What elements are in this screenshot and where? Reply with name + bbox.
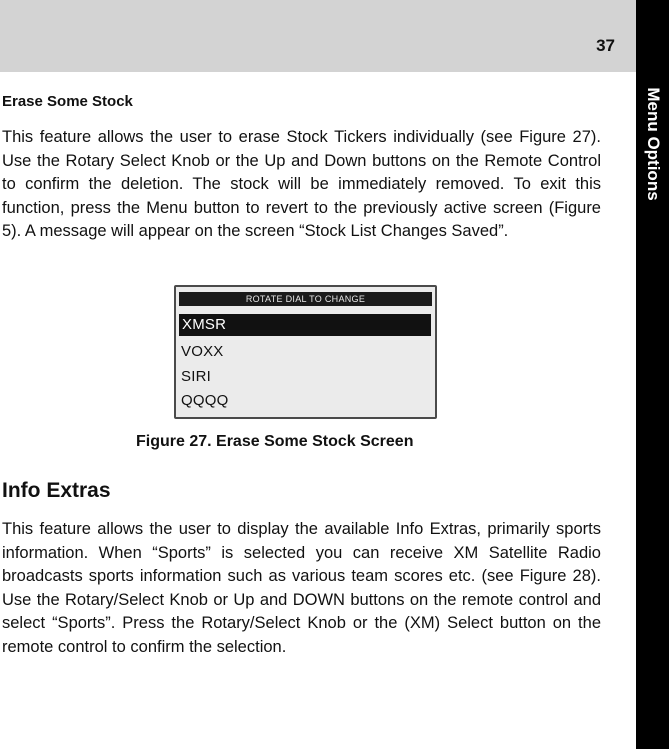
lcd-item: VOXX [181, 343, 224, 360]
lcd-title-bar: ROTATE DIAL TO CHANGE [179, 292, 432, 306]
side-tab-label: Menu Options [643, 87, 663, 201]
lcd-item-selected: XMSR [179, 314, 431, 336]
lcd-item: SIRI [181, 368, 211, 385]
info-extras-heading: Info Extras [2, 479, 111, 502]
page-number: 37 [596, 36, 615, 55]
page-header [0, 0, 636, 72]
section-side-tab [636, 0, 669, 749]
lcd-item: QQQQ [181, 392, 229, 409]
lcd-screen-figure [174, 285, 437, 419]
erase-stock-body: This feature allows the user to erase Stock Tickers individually (see Figure 27). Use the Rotary Select Knob or the Up and Down buttons on the Remote Control to confirm the deletion. The stock will be immediately removed. To exit this function, press the Menu button to revert to the previously active screen (Figure 5). A message will appear on the screen “Stock List Changes Saved”. [2, 128, 601, 240]
info-extras-body: This feature allows the user to display the available Info Extras, primarily sports information. When “Sports” is selected you can receive XM Satellite Radio broadcasts sports information such as various team scores etc. (see Figure 28). Use the Rotary/Select Knob or Up and DOWN buttons on the remote control and select “Sports”. Press the Rotary/Select Knob or the (XM) Select button on the remote control to confirm the selection. [2, 520, 601, 656]
figure-caption: Figure 27. Erase Some Stock Screen [136, 433, 414, 450]
erase-stock-heading: Erase Some Stock [2, 93, 133, 110]
